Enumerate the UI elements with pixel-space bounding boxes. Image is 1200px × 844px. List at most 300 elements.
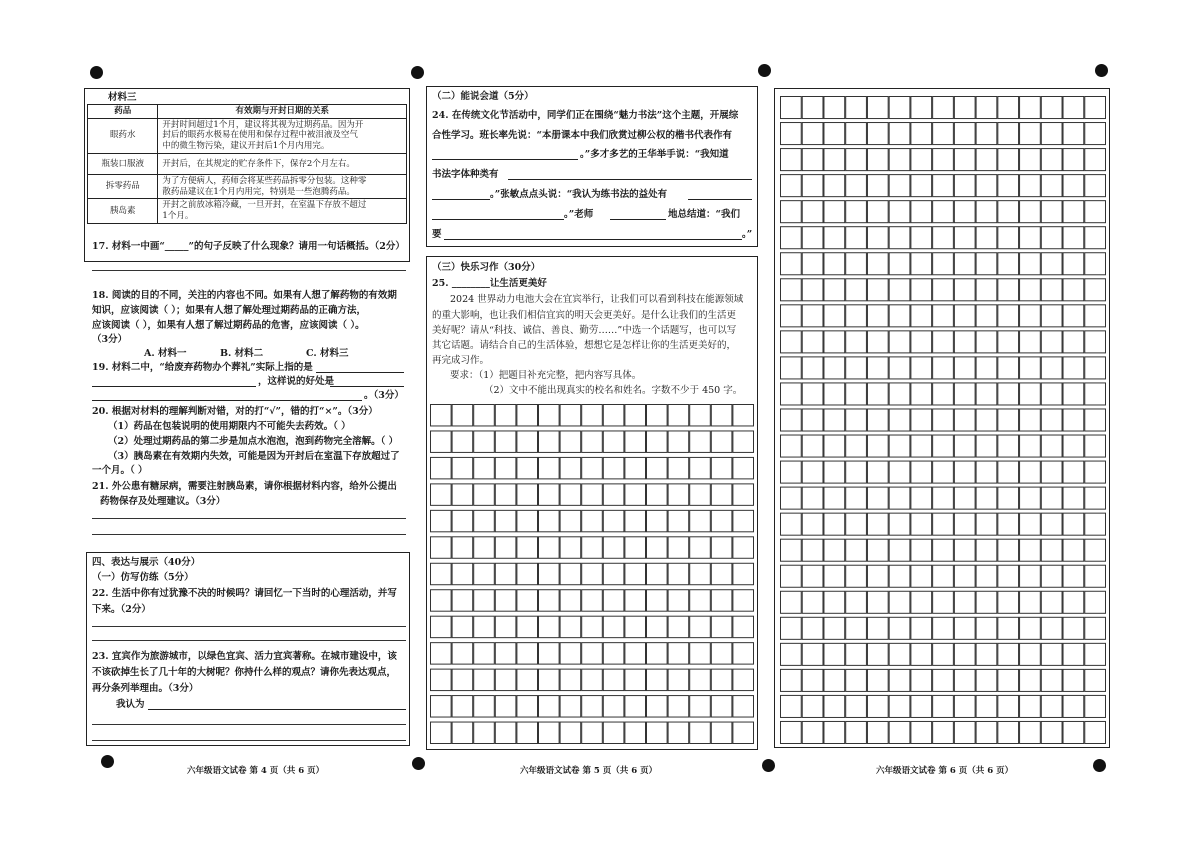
grid-cell[interactable] (711, 643, 732, 664)
grid-cell[interactable] (911, 253, 932, 275)
grid-cell[interactable] (824, 721, 845, 743)
grid-cell[interactable] (824, 123, 845, 145)
answer-blank[interactable] (432, 150, 578, 160)
grid-cell[interactable] (889, 461, 910, 483)
grid-cell[interactable] (954, 617, 975, 639)
grid-cell[interactable] (582, 643, 603, 664)
grid-cell[interactable] (690, 590, 711, 611)
grid-cell[interactable] (733, 669, 754, 690)
grid-cell[interactable] (867, 227, 888, 249)
grid-cell[interactable] (976, 227, 997, 249)
grid-cell[interactable] (998, 435, 1019, 457)
grid-cell[interactable] (1020, 383, 1041, 405)
grid-cell[interactable] (1041, 305, 1062, 327)
grid-cell[interactable] (976, 305, 997, 327)
grid-cell[interactable] (954, 175, 975, 197)
grid-cell[interactable] (711, 484, 732, 505)
grid-cell[interactable] (1085, 539, 1106, 561)
grid-cell[interactable] (781, 123, 802, 145)
grid-cell[interactable] (781, 487, 802, 509)
grid-cell[interactable] (625, 590, 646, 611)
grid-cell[interactable] (1041, 669, 1062, 691)
grid-cell[interactable] (474, 590, 495, 611)
grid-cell[interactable] (802, 539, 823, 561)
grid-cell[interactable] (954, 435, 975, 457)
grid-cell[interactable] (911, 149, 932, 171)
grid-svg[interactable] (430, 404, 754, 744)
grid-cell[interactable] (647, 510, 668, 531)
grid-cell[interactable] (668, 696, 689, 717)
grid-cell[interactable] (603, 590, 624, 611)
grid-cell[interactable] (1063, 227, 1084, 249)
grid-cell[interactable] (452, 722, 473, 743)
grid-cell[interactable] (431, 722, 452, 743)
grid-cell[interactable] (1041, 253, 1062, 275)
grid-cell[interactable] (452, 616, 473, 637)
answer-line[interactable] (92, 640, 406, 641)
grid-cell[interactable] (517, 643, 538, 664)
grid-cell[interactable] (711, 431, 732, 452)
grid-cell[interactable] (560, 537, 581, 558)
grid-cell[interactable] (824, 175, 845, 197)
grid-cell[interactable] (933, 123, 954, 145)
grid-cell[interactable] (517, 696, 538, 717)
grid-cell[interactable] (867, 97, 888, 119)
grid-cell[interactable] (539, 590, 560, 611)
answer-blank[interactable] (92, 391, 362, 401)
grid-cell[interactable] (452, 669, 473, 690)
grid-cell[interactable] (1020, 565, 1041, 587)
grid-cell[interactable] (517, 669, 538, 690)
grid-cell[interactable] (976, 565, 997, 587)
grid-cell[interactable] (733, 537, 754, 558)
answer-blank[interactable] (148, 700, 406, 710)
grid-cell[interactable] (954, 253, 975, 275)
grid-cell[interactable] (867, 409, 888, 431)
grid-cell[interactable] (889, 409, 910, 431)
grid-cell[interactable] (954, 643, 975, 665)
grid-cell[interactable] (781, 565, 802, 587)
answer-line[interactable] (92, 518, 406, 519)
grid-cell[interactable] (954, 591, 975, 613)
grid-cell[interactable] (781, 695, 802, 717)
grid-cell[interactable] (998, 487, 1019, 509)
grid-cell[interactable] (711, 563, 732, 584)
grid-cell[interactable] (690, 510, 711, 531)
grid-cell[interactable] (625, 405, 646, 426)
grid-cell[interactable] (625, 484, 646, 505)
grid-cell[interactable] (802, 565, 823, 587)
grid-cell[interactable] (911, 669, 932, 691)
grid-cell[interactable] (954, 279, 975, 301)
grid-cell[interactable] (998, 643, 1019, 665)
grid-cell[interactable] (933, 409, 954, 431)
grid-cell[interactable] (1063, 331, 1084, 353)
grid-cell[interactable] (889, 357, 910, 379)
grid-cell[interactable] (1020, 149, 1041, 171)
grid-cell[interactable] (867, 201, 888, 223)
grid-cell[interactable] (976, 435, 997, 457)
grid-cell[interactable] (802, 357, 823, 379)
grid-cell[interactable] (582, 590, 603, 611)
grid-cell[interactable] (867, 591, 888, 613)
grid-cell[interactable] (1063, 201, 1084, 223)
grid-cell[interactable] (539, 669, 560, 690)
grid-cell[interactable] (933, 721, 954, 743)
grid-cell[interactable] (431, 484, 452, 505)
grid-cell[interactable] (495, 669, 516, 690)
grid-cell[interactable] (998, 617, 1019, 639)
grid-cell[interactable] (690, 696, 711, 717)
grid-cell[interactable] (733, 722, 754, 743)
grid-cell[interactable] (933, 227, 954, 249)
grid-cell[interactable] (711, 510, 732, 531)
grid-cell[interactable] (954, 695, 975, 717)
grid-cell[interactable] (1020, 721, 1041, 743)
grid-cell[interactable] (668, 431, 689, 452)
grid-cell[interactable] (802, 331, 823, 353)
grid-cell[interactable] (976, 331, 997, 353)
grid-cell[interactable] (954, 123, 975, 145)
grid-cell[interactable] (998, 539, 1019, 561)
grid-cell[interactable] (802, 383, 823, 405)
grid-cell[interactable] (517, 616, 538, 637)
grid-cell[interactable] (976, 253, 997, 275)
grid-cell[interactable] (647, 484, 668, 505)
grid-cell[interactable] (603, 616, 624, 637)
grid-cell[interactable] (603, 669, 624, 690)
grid-cell[interactable] (802, 409, 823, 431)
grid-cell[interactable] (1063, 643, 1084, 665)
grid-cell[interactable] (452, 484, 473, 505)
grid-cell[interactable] (889, 513, 910, 535)
grid-cell[interactable] (933, 461, 954, 483)
grid-cell[interactable] (1041, 591, 1062, 613)
grid-cell[interactable] (846, 409, 867, 431)
grid-cell[interactable] (431, 643, 452, 664)
grid-cell[interactable] (1063, 97, 1084, 119)
grid-cell[interactable] (474, 669, 495, 690)
grid-cell[interactable] (802, 695, 823, 717)
grid-cell[interactable] (711, 669, 732, 690)
grid-cell[interactable] (733, 590, 754, 611)
grid-cell[interactable] (1085, 617, 1106, 639)
grid-cell[interactable] (867, 721, 888, 743)
grid-cell[interactable] (1063, 357, 1084, 379)
grid-cell[interactable] (431, 563, 452, 584)
grid-cell[interactable] (1085, 409, 1106, 431)
grid-cell[interactable] (846, 617, 867, 639)
grid-cell[interactable] (802, 461, 823, 483)
grid-cell[interactable] (539, 722, 560, 743)
grid-cell[interactable] (1085, 305, 1106, 327)
grid-cell[interactable] (933, 643, 954, 665)
grid-cell[interactable] (495, 696, 516, 717)
grid-cell[interactable] (976, 487, 997, 509)
grid-cell[interactable] (690, 616, 711, 637)
grid-cell[interactable] (1041, 617, 1062, 639)
grid-cell[interactable] (846, 201, 867, 223)
grid-cell[interactable] (889, 175, 910, 197)
grid-cell[interactable] (452, 510, 473, 531)
grid-cell[interactable] (1063, 617, 1084, 639)
grid-cell[interactable] (954, 97, 975, 119)
grid-cell[interactable] (560, 643, 581, 664)
grid-cell[interactable] (846, 591, 867, 613)
grid-cell[interactable] (889, 721, 910, 743)
grid-cell[interactable] (495, 537, 516, 558)
grid-cell[interactable] (976, 617, 997, 639)
grid-cell[interactable] (802, 123, 823, 145)
grid-cell[interactable] (474, 537, 495, 558)
grid-cell[interactable] (1041, 539, 1062, 561)
grid-cell[interactable] (474, 405, 495, 426)
grid-cell[interactable] (474, 696, 495, 717)
composition-grid[interactable] (780, 96, 1106, 744)
grid-cell[interactable] (582, 722, 603, 743)
grid-cell[interactable] (1085, 591, 1106, 613)
grid-cell[interactable] (517, 590, 538, 611)
grid-cell[interactable] (603, 457, 624, 478)
grid-cell[interactable] (668, 616, 689, 637)
grid-cell[interactable] (933, 591, 954, 613)
grid-cell[interactable] (889, 695, 910, 717)
grid-cell[interactable] (954, 539, 975, 561)
grid-cell[interactable] (998, 305, 1019, 327)
grid-cell[interactable] (976, 97, 997, 119)
grid-cell[interactable] (954, 383, 975, 405)
grid-cell[interactable] (1041, 461, 1062, 483)
grid-cell[interactable] (998, 253, 1019, 275)
grid-cell[interactable] (1085, 643, 1106, 665)
grid-cell[interactable] (625, 643, 646, 664)
grid-cell[interactable] (781, 149, 802, 171)
answer-blank[interactable] (432, 190, 490, 200)
grid-cell[interactable] (933, 383, 954, 405)
grid-cell[interactable] (1085, 565, 1106, 587)
grid-cell[interactable] (802, 175, 823, 197)
grid-cell[interactable] (802, 97, 823, 119)
grid-cell[interactable] (911, 461, 932, 483)
grid-cell[interactable] (582, 510, 603, 531)
grid-cell[interactable] (560, 722, 581, 743)
grid-cell[interactable] (846, 123, 867, 145)
grid-cell[interactable] (998, 279, 1019, 301)
grid-cell[interactable] (1085, 149, 1106, 171)
grid-cell[interactable] (802, 305, 823, 327)
grid-cell[interactable] (625, 510, 646, 531)
grid-cell[interactable] (668, 510, 689, 531)
grid-cell[interactable] (1020, 357, 1041, 379)
grid-cell[interactable] (1041, 409, 1062, 431)
grid-cell[interactable] (824, 201, 845, 223)
grid-cell[interactable] (733, 563, 754, 584)
grid-cell[interactable] (1020, 695, 1041, 717)
grid-cell[interactable] (976, 123, 997, 145)
grid-cell[interactable] (452, 537, 473, 558)
grid-cell[interactable] (954, 357, 975, 379)
grid-cell[interactable] (711, 590, 732, 611)
grid-cell[interactable] (539, 616, 560, 637)
grid-cell[interactable] (889, 643, 910, 665)
grid-cell[interactable] (582, 484, 603, 505)
grid-cell[interactable] (1085, 435, 1106, 457)
answer-blank[interactable] (444, 230, 742, 240)
grid-cell[interactable] (998, 123, 1019, 145)
grid-cell[interactable] (824, 669, 845, 691)
grid-cell[interactable] (582, 696, 603, 717)
grid-cell[interactable] (1085, 721, 1106, 743)
grid-cell[interactable] (539, 510, 560, 531)
grid-cell[interactable] (1041, 513, 1062, 535)
grid-cell[interactable] (474, 431, 495, 452)
grid-cell[interactable] (889, 279, 910, 301)
grid-cell[interactable] (846, 435, 867, 457)
grid-cell[interactable] (1085, 357, 1106, 379)
grid-cell[interactable] (911, 357, 932, 379)
grid-cell[interactable] (976, 383, 997, 405)
grid-cell[interactable] (1085, 669, 1106, 691)
grid-cell[interactable] (539, 405, 560, 426)
grid-cell[interactable] (1041, 487, 1062, 509)
grid-cell[interactable] (733, 484, 754, 505)
grid-cell[interactable] (911, 695, 932, 717)
grid-cell[interactable] (781, 201, 802, 223)
grid-cell[interactable] (802, 279, 823, 301)
grid-cell[interactable] (976, 461, 997, 483)
grid-cell[interactable] (867, 123, 888, 145)
grid-cell[interactable] (603, 537, 624, 558)
grid-cell[interactable] (1063, 435, 1084, 457)
grid-cell[interactable] (911, 591, 932, 613)
grid-cell[interactable] (431, 405, 452, 426)
grid-cell[interactable] (1020, 201, 1041, 223)
grid-cell[interactable] (1020, 487, 1041, 509)
grid-cell[interactable] (867, 305, 888, 327)
grid-cell[interactable] (517, 510, 538, 531)
grid-cell[interactable] (539, 537, 560, 558)
grid-cell[interactable] (1020, 435, 1041, 457)
grid-cell[interactable] (781, 617, 802, 639)
grid-cell[interactable] (1085, 279, 1106, 301)
grid-cell[interactable] (781, 279, 802, 301)
grid-cell[interactable] (781, 409, 802, 431)
grid-cell[interactable] (954, 227, 975, 249)
grid-cell[interactable] (867, 513, 888, 535)
grid-cell[interactable] (954, 409, 975, 431)
grid-cell[interactable] (976, 591, 997, 613)
grid-cell[interactable] (846, 357, 867, 379)
grid-cell[interactable] (1041, 383, 1062, 405)
grid-cell[interactable] (690, 405, 711, 426)
grid-cell[interactable] (911, 487, 932, 509)
grid-cell[interactable] (911, 201, 932, 223)
grid-cell[interactable] (1085, 253, 1106, 275)
grid-cell[interactable] (1063, 253, 1084, 275)
grid-cell[interactable] (824, 643, 845, 665)
grid-cell[interactable] (517, 563, 538, 584)
grid-cell[interactable] (517, 405, 538, 426)
grid-cell[interactable] (911, 123, 932, 145)
grid-svg[interactable] (780, 96, 1106, 744)
grid-cell[interactable] (824, 591, 845, 613)
grid-cell[interactable] (625, 457, 646, 478)
grid-cell[interactable] (1041, 97, 1062, 119)
grid-cell[interactable] (846, 721, 867, 743)
grid-cell[interactable] (1085, 201, 1106, 223)
grid-cell[interactable] (846, 149, 867, 171)
grid-cell[interactable] (889, 617, 910, 639)
grid-cell[interactable] (867, 487, 888, 509)
grid-cell[interactable] (824, 461, 845, 483)
grid-cell[interactable] (911, 513, 932, 535)
grid-cell[interactable] (824, 331, 845, 353)
grid-cell[interactable] (1020, 175, 1041, 197)
grid-cell[interactable] (1063, 591, 1084, 613)
grid-cell[interactable] (560, 405, 581, 426)
grid-cell[interactable] (560, 669, 581, 690)
grid-cell[interactable] (603, 722, 624, 743)
grid-cell[interactable] (1063, 409, 1084, 431)
grid-cell[interactable] (452, 563, 473, 584)
grid-cell[interactable] (933, 617, 954, 639)
grid-cell[interactable] (668, 457, 689, 478)
grid-cell[interactable] (802, 253, 823, 275)
grid-cell[interactable] (824, 487, 845, 509)
answer-blank[interactable] (432, 210, 564, 220)
grid-cell[interactable] (495, 590, 516, 611)
grid-cell[interactable] (802, 721, 823, 743)
grid-cell[interactable] (976, 201, 997, 223)
grid-cell[interactable] (998, 409, 1019, 431)
grid-cell[interactable] (824, 539, 845, 561)
grid-cell[interactable] (889, 201, 910, 223)
grid-cell[interactable] (846, 695, 867, 717)
grid-cell[interactable] (846, 383, 867, 405)
grid-cell[interactable] (1085, 123, 1106, 145)
grid-cell[interactable] (431, 457, 452, 478)
grid-cell[interactable] (867, 383, 888, 405)
grid-cell[interactable] (954, 461, 975, 483)
grid-cell[interactable] (933, 539, 954, 561)
grid-cell[interactable] (976, 539, 997, 561)
grid-cell[interactable] (998, 721, 1019, 743)
grid-cell[interactable] (889, 253, 910, 275)
answer-blank[interactable] (688, 190, 752, 200)
grid-cell[interactable] (824, 97, 845, 119)
grid-cell[interactable] (733, 616, 754, 637)
grid-cell[interactable] (1085, 97, 1106, 119)
grid-cell[interactable] (668, 590, 689, 611)
grid-cell[interactable] (976, 721, 997, 743)
grid-cell[interactable] (1063, 669, 1084, 691)
grid-cell[interactable] (625, 537, 646, 558)
grid-cell[interactable] (560, 696, 581, 717)
grid-cell[interactable] (690, 431, 711, 452)
grid-cell[interactable] (954, 669, 975, 691)
grid-cell[interactable] (933, 175, 954, 197)
grid-cell[interactable] (954, 201, 975, 223)
grid-cell[interactable] (452, 696, 473, 717)
grid-cell[interactable] (846, 253, 867, 275)
grid-cell[interactable] (647, 405, 668, 426)
grid-cell[interactable] (846, 565, 867, 587)
grid-cell[interactable] (452, 457, 473, 478)
grid-cell[interactable] (954, 305, 975, 327)
grid-cell[interactable] (998, 695, 1019, 717)
grid-cell[interactable] (625, 669, 646, 690)
grid-cell[interactable] (867, 695, 888, 717)
